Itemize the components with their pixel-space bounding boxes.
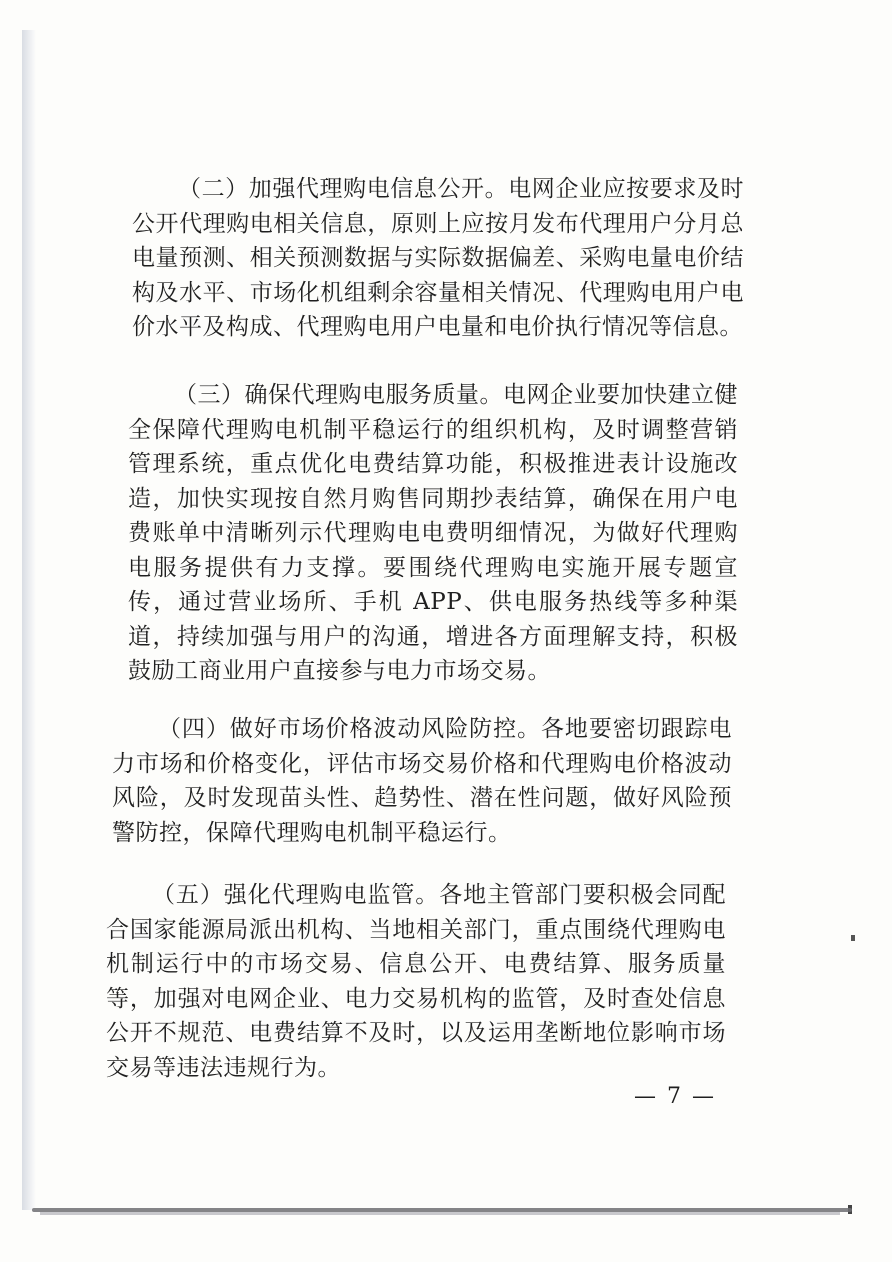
paragraph-information-disclosure: （二）加强代理购电信息公开。电网企业应按要求及时公开代理购电相关信息，原则上应按月发布代理用户分月总电量预测、相关预测数据与实际数据偏差、采购电量电价结构及水平、市场化机组剩余容量相关情况、代理购电用户电价水平及构成、代理购电用户电量和电价执行情况等信息。 <box>132 176 744 340</box>
paragraph-service-quality: （三）确保代理购电服务质量。电网企业要加快建立健全保障代理购电机制平稳运行的组织机构，及时调整营销管理系统，重点优化电费结算功能，积极推进表计设施改造，加快实现按自然月购售同期抄表结算，确保在用户电费账单中清晰列示代理购电电费明细情况，为做好代理购电服务提供有力支撑。要围绕代理购电实施开展专题宣传，通过营业场所、手机 APP、供电服务热线等多种渠道，持续加强与用户的沟通，增进各方面理解支持，积极鼓励工商业用户直接参与电力市场交易。 <box>128 382 738 684</box>
paragraph-supervision: （五）强化代理购电监管。各地主管部门要积极会同配合国家能源局派出机构、当地相关部门，重点围绕代理购电机制运行中的市场交易、信息公开、电费结算、服务质量等，加强对电网企业、电力交易机构的监管，及时查处信息公开不规范、电费结算不及时，以及运用垄断地位影响市场交易等违法违规行为。 <box>106 882 726 1081</box>
scan-left-edge <box>22 30 36 1210</box>
scan-mark <box>851 935 855 941</box>
scan-bottom-shadow <box>40 1212 840 1215</box>
page-number: — 7 — <box>634 1084 716 1109</box>
paragraph-risk-control: （四）做好市场价格波动风险防控。各地要密切跟踪电力市场和价格变化，评估市场交易价格和代理购电价格波动风险，及时发现苗头性、趋势性、潜在性问题，做好风险预警防控，保障代理购电机制平稳运行。 <box>112 716 732 846</box>
